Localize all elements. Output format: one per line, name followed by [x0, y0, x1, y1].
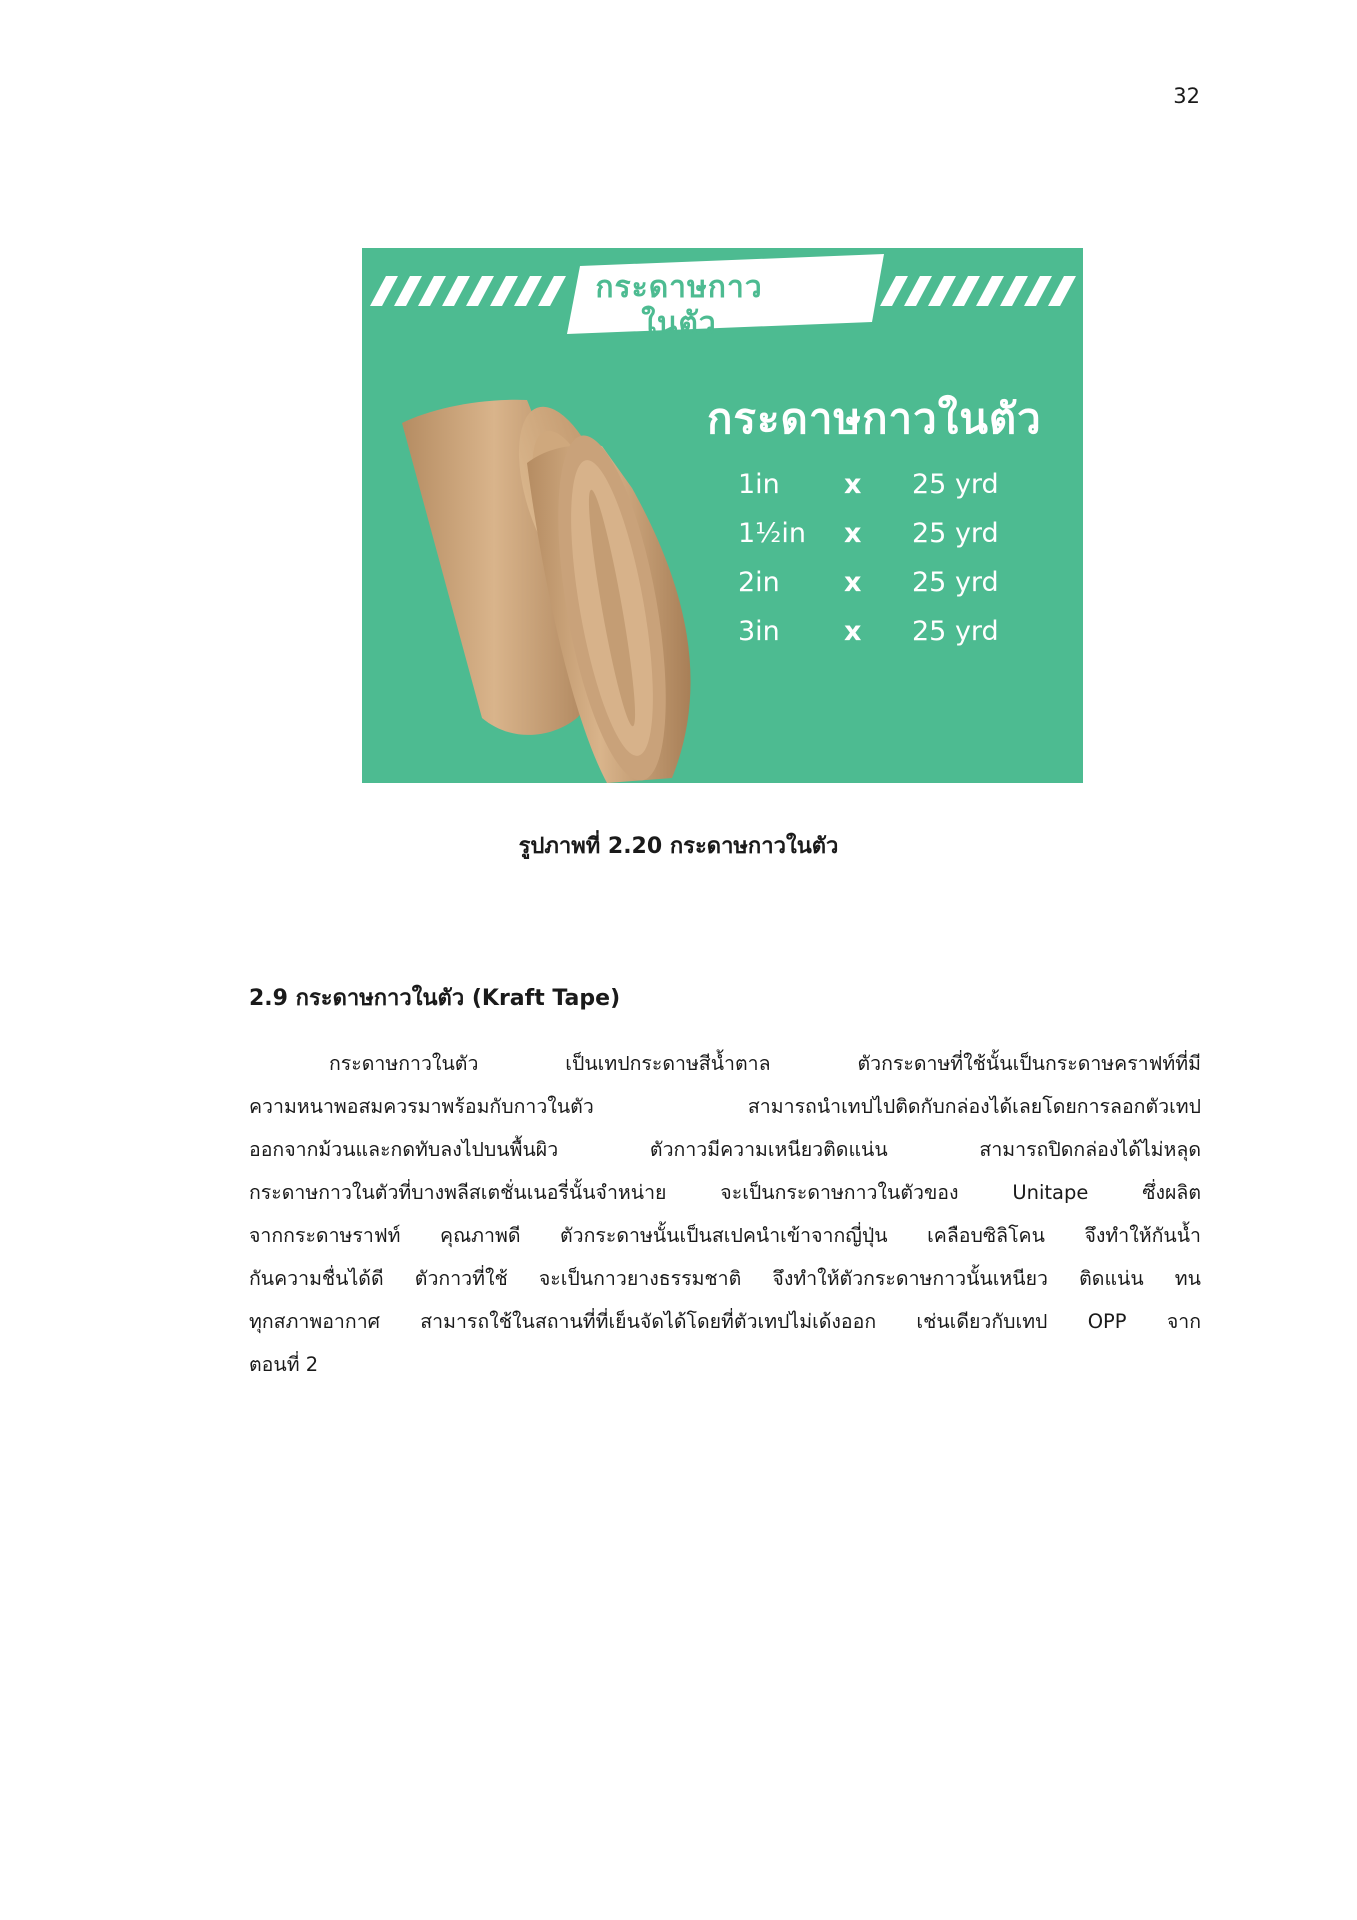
spec-row	[738, 460, 1032, 509]
spec-size: 1½in	[738, 518, 806, 549]
spec-separator: x	[844, 616, 862, 647]
spec-size: 3in	[738, 616, 780, 647]
paragraph-line: กันความชื่นได้ดี ตัวกาวที่ใช้ จะเป็นกาวยางธรรมชาติ จึงทำให้ตัวกระดาษกาวนั้นเหนียว ติดแน่น ทน	[249, 1267, 1201, 1290]
banner-label: กระดาษกาวในตัว	[595, 270, 763, 341]
paragraph-line: ออกจากม้วนและกดทับลงไปบนพื้นผิว ตัวกาวมีความเหนียวติดแน่น สามารถปิดกล่องได้ไม่หลุด	[249, 1138, 1201, 1161]
paragraph-line: ตอนที่ 2	[249, 1353, 319, 1376]
section-heading: 2.9 กระดาษกาวในตัว (Kraft Tape)	[249, 986, 621, 1011]
spec-size: 2in	[738, 567, 780, 598]
spec-row	[738, 509, 1032, 558]
spec-separator: x	[844, 469, 862, 500]
paragraph-line: กระดาษกาวในตัวที่บางพลีสเตชั่นเนอรี่นั้นจำหน่าย จะเป็นกระดาษกาวในตัวของ Unitape ซึ่งผลิต	[249, 1181, 1201, 1204]
spec-length: 25 yrd	[912, 469, 999, 500]
page-number: 32	[1173, 84, 1200, 108]
spec-table	[738, 460, 1032, 656]
paragraph-line: ความหนาพอสมควรมาพร้อมกับกาวในตัว สามารถนำเทปไปติดกับกล่องได้เลยโดยการลอกตัวเทป	[249, 1095, 1201, 1118]
body-paragraph	[249, 1042, 1201, 1386]
paragraph-line: กระดาษกาวในตัว เป็นเทปกระดาษสีน้ำตาล ตัวกระดาษที่ใช้นั้นเป็นกระดาษคราฟท์ที่มี	[329, 1052, 1201, 1075]
spec-length: 25 yrd	[912, 518, 999, 549]
figure-caption: รูปภาพที่ 2.20 กระดาษกาวในตัว	[518, 834, 839, 859]
spec-length: 25 yrd	[912, 616, 999, 647]
spec-size: 1in	[738, 469, 780, 500]
spec-row	[738, 607, 1032, 656]
figure-title: กระดาษกาวในตัว	[707, 394, 1042, 443]
spec-separator: x	[844, 567, 862, 598]
product-figure	[362, 248, 1083, 783]
spec-separator: x	[844, 518, 862, 549]
spec-row	[738, 558, 1032, 607]
spec-length: 25 yrd	[912, 567, 999, 598]
paragraph-line: จากกระดาษราฟท์ คุณภาพดี ตัวกระดาษนั้นเป็นสเปคนำเข้าจากญี่ปุ่น เคลือบซิลิโคน จึงทำให้กันน้ำ	[249, 1224, 1201, 1247]
paragraph-line: ทุกสภาพอากาศ สามารถใช้ในสถานที่ที่เย็นจัดได้โดยที่ตัวเทปไม่เด้งออก เช่นเดียวกับเทป OPP จาก	[249, 1310, 1201, 1333]
